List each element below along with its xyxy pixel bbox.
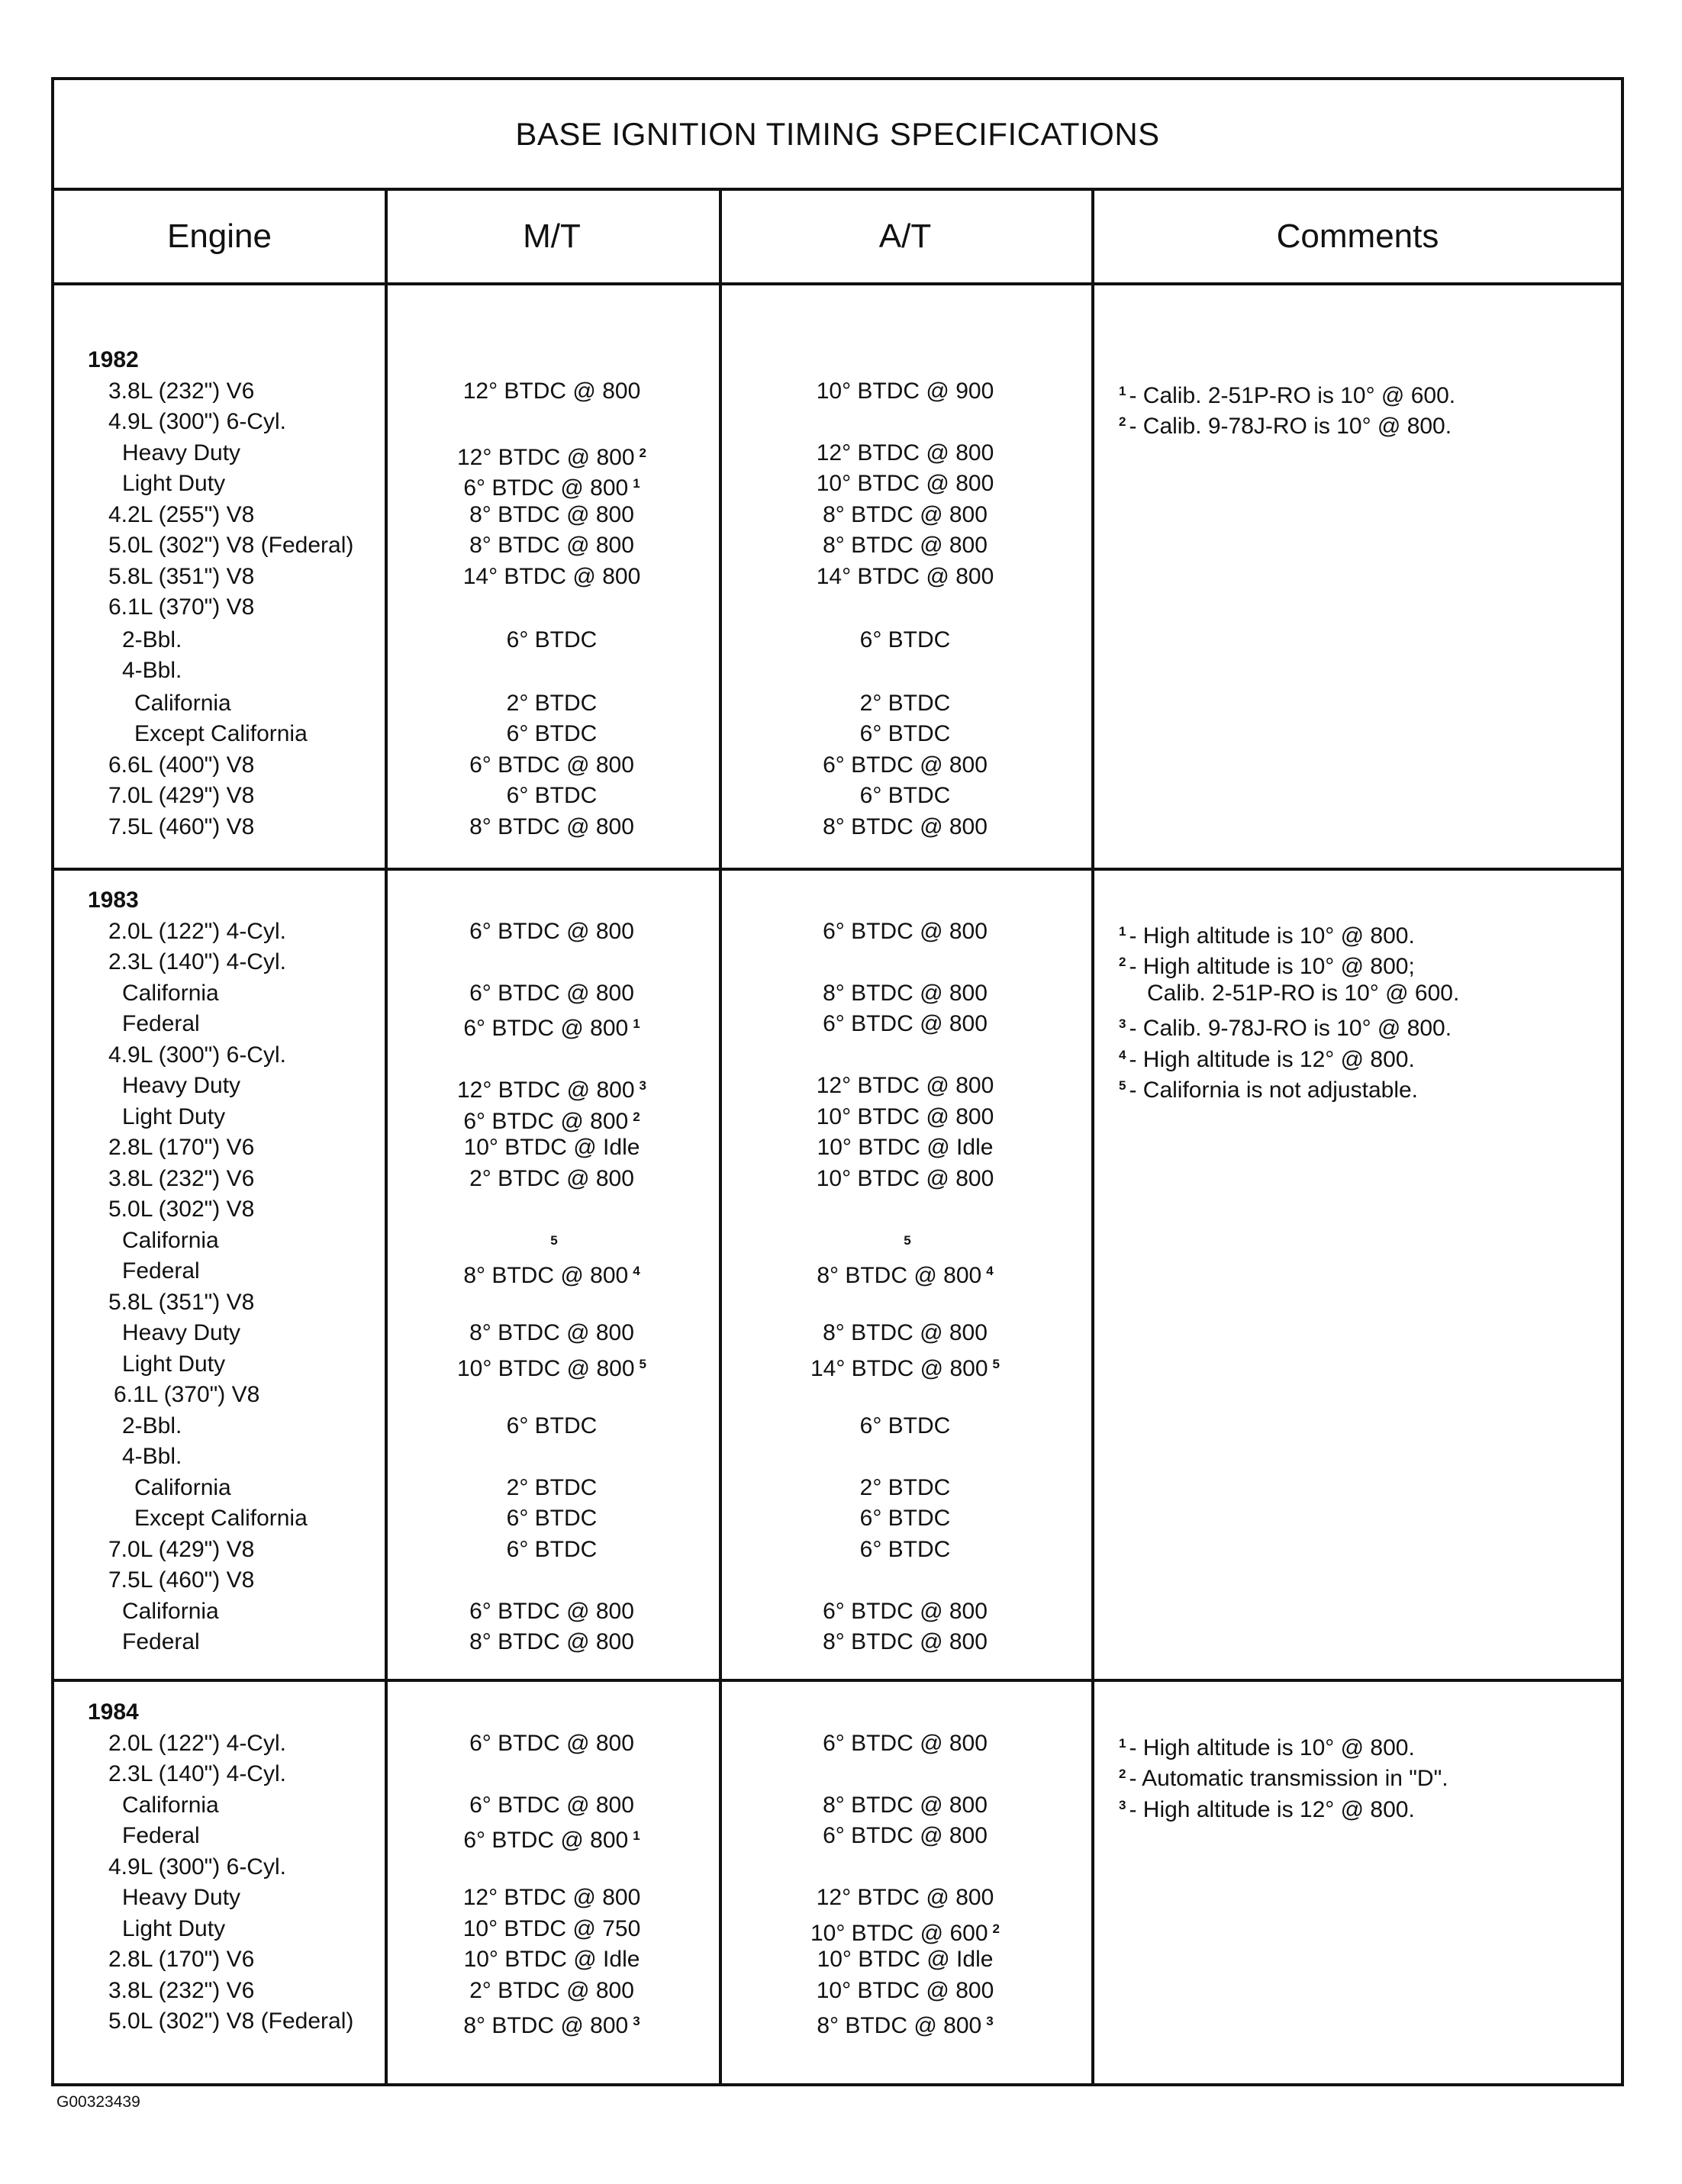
mt-value: 8° BTDC @ 800	[469, 533, 634, 558]
at-cell	[719, 1503, 1091, 1534]
mt-cell	[385, 500, 719, 530]
mt-value: 10° BTDC @ 750	[462, 1915, 641, 1941]
mt-value: 12° BTDC @ 800	[462, 1885, 641, 1910]
engine-cell: California	[134, 1474, 231, 1500]
at-value: 10° BTDC @ 600	[810, 1920, 988, 1946]
at-cell	[719, 1380, 1091, 1410]
mt-cell	[385, 1318, 719, 1348]
at-value: 6° BTDC	[859, 1506, 951, 1531]
engine-cell: Light Duty	[122, 471, 226, 496]
at-cell	[719, 1473, 1091, 1503]
comment-line	[1119, 947, 1415, 978]
mt-cell	[385, 1040, 719, 1071]
comment-line	[1119, 407, 1452, 437]
engine-cell: 2.3L (140") 4-Cyl.	[108, 949, 286, 974]
footnote-marker: 5	[550, 1232, 558, 1248]
at-cell	[719, 500, 1091, 530]
at-value: 6° BTDC	[859, 1536, 951, 1562]
at-value: 10° BTDC @ 800	[816, 1103, 994, 1129]
mt-value: 6° BTDC	[506, 1506, 598, 1531]
mt-value: 2° BTDC	[506, 1474, 598, 1500]
mt-cell	[385, 1627, 719, 1657]
mt-cell	[385, 1728, 719, 1759]
footnote-marker: 3	[639, 1078, 646, 1093]
mt-cell	[385, 2006, 719, 2037]
mt-cell	[385, 1852, 719, 1883]
engine-cell: California	[122, 1598, 219, 1624]
engine-cell: 2-Bbl.	[122, 627, 182, 652]
engine-cell: 2-Bbl.	[122, 1413, 182, 1438]
engine-cell: Heavy Duty	[122, 1320, 241, 1345]
mt-value: 8° BTDC @ 800	[469, 813, 634, 839]
mt-value: 6° BTDC @ 800	[463, 1016, 629, 1041]
mt-cell	[385, 407, 719, 437]
at-value: 6° BTDC	[859, 1413, 951, 1438]
mt-cell	[385, 781, 719, 811]
mt-value: 6° BTDC @ 800	[469, 752, 634, 778]
at-cell	[719, 1852, 1091, 1883]
mt-cell	[385, 688, 719, 719]
mt-cell	[385, 1164, 719, 1194]
mt-cell	[385, 947, 719, 978]
footnote-marker: 5	[992, 1356, 1000, 1371]
figure-id: G00323439	[56, 2093, 140, 2111]
mt-cell	[385, 1009, 719, 1039]
at-cell	[719, 1349, 1091, 1380]
mt-value: 8° BTDC @ 800	[463, 1263, 629, 1288]
comment-text: - Automatic transmission in "D".	[1129, 1766, 1448, 1791]
at-value: 10° BTDC @ 900	[816, 378, 994, 404]
at-value: 6° BTDC @ 800	[823, 1598, 988, 1624]
mt-cell	[385, 625, 719, 656]
header-divider	[54, 282, 1621, 285]
at-cell	[719, 1071, 1091, 1101]
footnote-marker: 3	[633, 2014, 640, 2028]
mt-cell	[385, 1790, 719, 1821]
at-cell	[719, 1883, 1091, 1913]
column-header-at: A/T	[878, 217, 932, 255]
comment-line	[1119, 916, 1415, 947]
engine-cell: 4.9L (300") 6-Cyl.	[108, 1854, 286, 1880]
engine-cell: 7.5L (460") V8	[108, 813, 255, 839]
at-cell	[719, 1132, 1091, 1163]
engine-cell: 7.0L (429") V8	[108, 783, 255, 808]
engine-cell: California	[134, 690, 231, 716]
engine-cell: Heavy Duty	[122, 440, 241, 465]
engine-cell: 6.1L (370") V8	[114, 1382, 260, 1407]
mt-value: 10° BTDC @ 800	[456, 1355, 635, 1381]
at-value: 6° BTDC @ 800	[823, 1823, 988, 1848]
at-cell	[719, 656, 1091, 686]
mt-cell	[385, 1914, 719, 1944]
footnote-marker: 2	[639, 445, 646, 460]
comment-text: - High altitude is 10° @ 800.	[1129, 923, 1415, 949]
mt-cell	[385, 1503, 719, 1534]
mt-cell	[385, 1442, 719, 1472]
at-value: 2° BTDC	[859, 690, 951, 716]
engine-cell: Federal	[122, 1258, 200, 1284]
at-cell	[719, 1226, 1091, 1256]
mt-value: 6° BTDC	[506, 1536, 598, 1562]
engine-cell: 4.9L (300") 6-Cyl.	[108, 409, 286, 434]
mt-cell	[385, 1944, 719, 1975]
mt-cell	[385, 1473, 719, 1503]
at-value: 8° BTDC @ 800	[823, 533, 988, 558]
footnote-marker: 2	[633, 1109, 640, 1124]
mt-value: 6° BTDC @ 800	[463, 475, 629, 501]
comment-text: - High altitude is 12° @ 800.	[1129, 1046, 1415, 1072]
footnote-marker: 4	[1119, 1047, 1126, 1062]
footnote-marker: 5	[639, 1356, 646, 1371]
mt-value: 6° BTDC @ 800	[469, 918, 634, 944]
engine-cell: Light Duty	[122, 1103, 226, 1129]
mt-cell	[385, 1535, 719, 1565]
at-value: 6° BTDC @ 800	[823, 752, 988, 778]
engine-cell: 5.8L (351") V8	[108, 563, 255, 589]
at-cell	[719, 2006, 1091, 2037]
engine-cell: California	[122, 980, 219, 1006]
section-divider	[54, 1679, 1621, 1682]
mt-cell	[385, 1226, 719, 1256]
engine-cell: Except California	[134, 1506, 308, 1531]
at-value: 14° BTDC @ 800	[810, 1355, 988, 1381]
mt-cell	[385, 1256, 719, 1287]
mt-value: 6° BTDC @ 800	[463, 1828, 629, 1853]
footnote-marker: 1	[1119, 1735, 1126, 1751]
at-value: 2° BTDC	[859, 1474, 951, 1500]
footnote-marker: 4	[986, 1264, 994, 1278]
footnote-marker: 2	[1119, 414, 1126, 429]
at-cell	[719, 1944, 1091, 1975]
comment-text: - Calib. 9-78J-RO is 10° @ 800.	[1129, 1016, 1452, 1041]
mt-cell	[385, 562, 719, 592]
at-value: 8° BTDC @ 800	[823, 980, 988, 1006]
at-value: 6° BTDC @ 800	[823, 918, 988, 944]
comment-text: - Calib. 9-78J-RO is 10° @ 800.	[1129, 414, 1452, 439]
at-cell	[719, 625, 1091, 656]
at-cell	[719, 530, 1091, 561]
engine-cell: Except California	[134, 721, 308, 746]
comment-line	[1119, 1040, 1415, 1071]
mt-value: 6° BTDC @ 800	[469, 980, 634, 1006]
comment-text: - Calib. 2-51P-RO is 10° @ 600.	[1129, 382, 1456, 408]
mt-cell	[385, 1349, 719, 1380]
mt-value: 10° BTDC @ Idle	[463, 1947, 640, 1972]
at-value: 10° BTDC @ Idle	[817, 1947, 994, 1972]
at-value: 8° BTDC @ 800	[823, 813, 988, 839]
column-header-comments: Comments	[1276, 217, 1439, 255]
section-year: 1982	[88, 347, 139, 372]
comment-text: - High altitude is 12° @ 800.	[1129, 1796, 1415, 1822]
mt-cell	[385, 1194, 719, 1225]
mt-value: 8° BTDC @ 800	[469, 1629, 634, 1654]
column-header-mt: M/T	[523, 217, 581, 255]
mt-value: 6° BTDC @ 800	[463, 1108, 629, 1134]
at-cell	[719, 1914, 1091, 1944]
column-header-engine: Engine	[166, 217, 272, 255]
at-value: 12° BTDC @ 800	[816, 440, 994, 465]
mt-cell	[385, 916, 719, 947]
footnote-marker: 5	[904, 1232, 911, 1248]
mt-cell	[385, 1411, 719, 1442]
mt-cell	[385, 812, 719, 842]
comment-line	[1119, 1759, 1448, 1789]
mt-cell	[385, 1565, 719, 1596]
mt-value: 6° BTDC @ 800	[469, 1598, 634, 1624]
at-cell	[719, 1790, 1091, 1821]
engine-cell: 6.1L (370") V8	[108, 594, 255, 620]
at-cell	[719, 688, 1091, 719]
mt-value: 2° BTDC @ 800	[469, 1977, 634, 2003]
footnote-marker: 1	[633, 1016, 640, 1031]
engine-cell: 2.8L (170") V6	[108, 1947, 255, 1972]
engine-cell: Federal	[122, 1629, 200, 1654]
at-cell	[719, 407, 1091, 437]
engine-cell: 7.0L (429") V8	[108, 1536, 255, 1562]
mt-value: 6° BTDC	[506, 1413, 598, 1438]
at-cell	[719, 947, 1091, 978]
engine-cell: Heavy Duty	[122, 1885, 241, 1910]
mt-value: 6° BTDC @ 800	[469, 1730, 634, 1756]
mt-value: 12° BTDC @ 800	[462, 378, 641, 404]
mt-cell	[385, 656, 719, 686]
mt-cell	[385, 376, 719, 407]
mt-value: 14° BTDC @ 800	[462, 563, 641, 589]
at-cell	[719, 438, 1091, 469]
at-cell	[719, 1759, 1091, 1789]
mt-value: 12° BTDC @ 800	[456, 1078, 635, 1103]
engine-cell: Light Duty	[122, 1351, 226, 1377]
comment-line	[1119, 1009, 1452, 1039]
mt-cell	[385, 469, 719, 499]
footnote-marker: 1	[1119, 383, 1126, 398]
at-cell	[719, 1596, 1091, 1627]
at-cell	[719, 1627, 1091, 1657]
at-value: 8° BTDC @ 800	[823, 1629, 988, 1654]
engine-cell: 3.8L (232") V6	[108, 1977, 255, 2003]
at-cell	[719, 562, 1091, 592]
mt-cell	[385, 1596, 719, 1627]
mt-cell	[385, 438, 719, 469]
comment-line	[1119, 376, 1455, 407]
at-cell	[719, 1194, 1091, 1225]
comment-line	[1147, 978, 1459, 1009]
mt-cell	[385, 1071, 719, 1101]
engine-cell: Federal	[122, 1823, 200, 1848]
at-cell	[719, 1256, 1091, 1287]
engine-cell: 3.8L (232") V6	[108, 1165, 255, 1191]
mt-value: 2° BTDC	[506, 690, 598, 716]
comment-text: - High altitude is 10° @ 800;	[1129, 954, 1415, 979]
engine-cell: California	[122, 1792, 219, 1818]
at-cell	[719, 1821, 1091, 1851]
at-cell	[719, 1318, 1091, 1348]
at-cell	[719, 1565, 1091, 1596]
footnote-marker: 3	[1119, 1016, 1126, 1031]
at-cell	[719, 1040, 1091, 1071]
engine-cell: 3.8L (232") V6	[108, 378, 255, 404]
at-value: 14° BTDC @ 800	[816, 563, 994, 589]
comment-text: - High altitude is 10° @ 800.	[1129, 1735, 1415, 1760]
at-value: 6° BTDC @ 800	[823, 1011, 988, 1036]
at-cell	[719, 592, 1091, 623]
at-cell	[719, 1411, 1091, 1442]
mt-value: 8° BTDC @ 800	[469, 1320, 634, 1345]
at-cell	[719, 1976, 1091, 2006]
at-cell	[719, 376, 1091, 407]
at-value: 8° BTDC @ 800	[823, 1792, 988, 1818]
footnote-marker: 1	[633, 476, 640, 491]
at-value: 10° BTDC @ 800	[816, 1977, 994, 2003]
mt-cell	[385, 530, 719, 561]
footnote-marker: 2	[992, 1921, 1000, 1936]
footnote-marker: 3	[986, 2014, 994, 2028]
at-cell	[719, 1009, 1091, 1039]
mt-cell	[385, 978, 719, 1009]
engine-cell: 4.9L (300") 6-Cyl.	[108, 1042, 286, 1068]
at-value: 6° BTDC @ 800	[823, 1730, 988, 1756]
at-value: 8° BTDC @ 800	[823, 1320, 988, 1345]
at-value: 6° BTDC	[859, 783, 951, 808]
at-value: 6° BTDC	[859, 627, 951, 652]
engine-cell: 5.0L (302") V8 (Federal)	[108, 533, 354, 558]
at-cell	[719, 916, 1091, 947]
engine-cell: 5.0L (302") V8 (Federal)	[108, 2008, 354, 2034]
comment-text: Calib. 2-51P-RO is 10° @ 600.	[1147, 980, 1460, 1006]
engine-cell: 5.8L (351") V8	[108, 1289, 255, 1315]
footnote-marker: 3	[1119, 1797, 1126, 1812]
mt-value: 6° BTDC @ 800	[469, 1792, 634, 1818]
mt-value: 2° BTDC @ 800	[469, 1165, 634, 1191]
mt-cell	[385, 1759, 719, 1789]
mt-cell	[385, 719, 719, 749]
engine-cell: Light Duty	[122, 1915, 226, 1941]
at-cell	[719, 1164, 1091, 1194]
at-value: 8° BTDC @ 800	[817, 2013, 982, 2038]
section-divider	[54, 868, 1621, 871]
spec-table	[51, 77, 1624, 2086]
footnote-marker: 2	[1119, 955, 1126, 969]
mt-value: 6° BTDC	[506, 721, 598, 746]
mt-cell	[385, 1102, 719, 1132]
mt-value: 6° BTDC	[506, 783, 598, 808]
mt-cell	[385, 1380, 719, 1410]
comment-text: - California is not adjustable.	[1129, 1078, 1418, 1103]
mt-value: 10° BTDC @ Idle	[463, 1135, 640, 1160]
comment-line	[1119, 1790, 1415, 1821]
footnote-marker: 5	[1119, 1078, 1126, 1093]
engine-cell: 2.0L (122") 4-Cyl.	[108, 918, 286, 944]
footnote-marker: 2	[1119, 1767, 1126, 1781]
at-value: 8° BTDC @ 800	[817, 1263, 982, 1288]
section-year: 1984	[88, 1699, 139, 1725]
engine-cell: Heavy Duty	[122, 1073, 241, 1098]
at-cell	[719, 1442, 1091, 1472]
at-value: 10° BTDC @ 800	[816, 471, 994, 496]
engine-cell: Federal	[122, 1011, 200, 1036]
comment-line	[1119, 1728, 1415, 1759]
at-cell	[719, 469, 1091, 499]
engine-cell: 4-Bbl.	[122, 1444, 182, 1469]
at-value: 8° BTDC @ 800	[823, 501, 988, 527]
mt-value: 6° BTDC	[506, 627, 598, 652]
section-year: 1983	[88, 887, 139, 913]
at-cell	[719, 719, 1091, 749]
at-value: 10° BTDC @ Idle	[817, 1135, 994, 1160]
mt-cell	[385, 1821, 719, 1851]
mt-value: 8° BTDC @ 800	[463, 2013, 629, 2038]
engine-cell: 6.6L (400") V8	[108, 752, 255, 778]
mt-cell	[385, 1287, 719, 1318]
at-cell	[719, 978, 1091, 1009]
mt-cell	[385, 1883, 719, 1913]
engine-cell: California	[122, 1227, 219, 1253]
engine-cell: 2.0L (122") 4-Cyl.	[108, 1730, 286, 1756]
mt-value: 8° BTDC @ 800	[469, 501, 634, 527]
mt-cell	[385, 592, 719, 623]
footnote-marker: 4	[633, 1264, 640, 1278]
engine-cell: 4.2L (255") V8	[108, 501, 255, 527]
comment-line	[1119, 1071, 1418, 1101]
at-value: 10° BTDC @ 800	[816, 1165, 994, 1191]
footnote-marker: 1	[633, 1828, 640, 1843]
at-cell	[719, 750, 1091, 781]
engine-cell: 5.0L (302") V8	[108, 1197, 255, 1222]
at-cell	[719, 1535, 1091, 1565]
engine-cell: 2.8L (170") V6	[108, 1135, 255, 1160]
at-cell	[719, 812, 1091, 842]
at-cell	[719, 781, 1091, 811]
at-value: 12° BTDC @ 800	[816, 1073, 994, 1098]
at-cell	[719, 1287, 1091, 1318]
mt-cell	[385, 1976, 719, 2006]
column-divider	[1091, 188, 1094, 2083]
mt-value: 12° BTDC @ 800	[456, 444, 635, 470]
engine-cell: 7.5L (460") V8	[108, 1567, 255, 1593]
footnote-marker: 1	[1119, 923, 1126, 939]
table-title: BASE IGNITION TIMING SPECIFICATIONS	[515, 115, 1160, 152]
at-value: 12° BTDC @ 800	[816, 1885, 994, 1910]
at-cell	[719, 1728, 1091, 1759]
at-cell	[719, 1102, 1091, 1132]
at-value: 6° BTDC	[859, 721, 951, 746]
engine-cell: 2.3L (140") 4-Cyl.	[108, 1761, 286, 1786]
engine-cell: 4-Bbl.	[122, 658, 182, 683]
mt-cell	[385, 750, 719, 781]
mt-cell	[385, 1132, 719, 1163]
